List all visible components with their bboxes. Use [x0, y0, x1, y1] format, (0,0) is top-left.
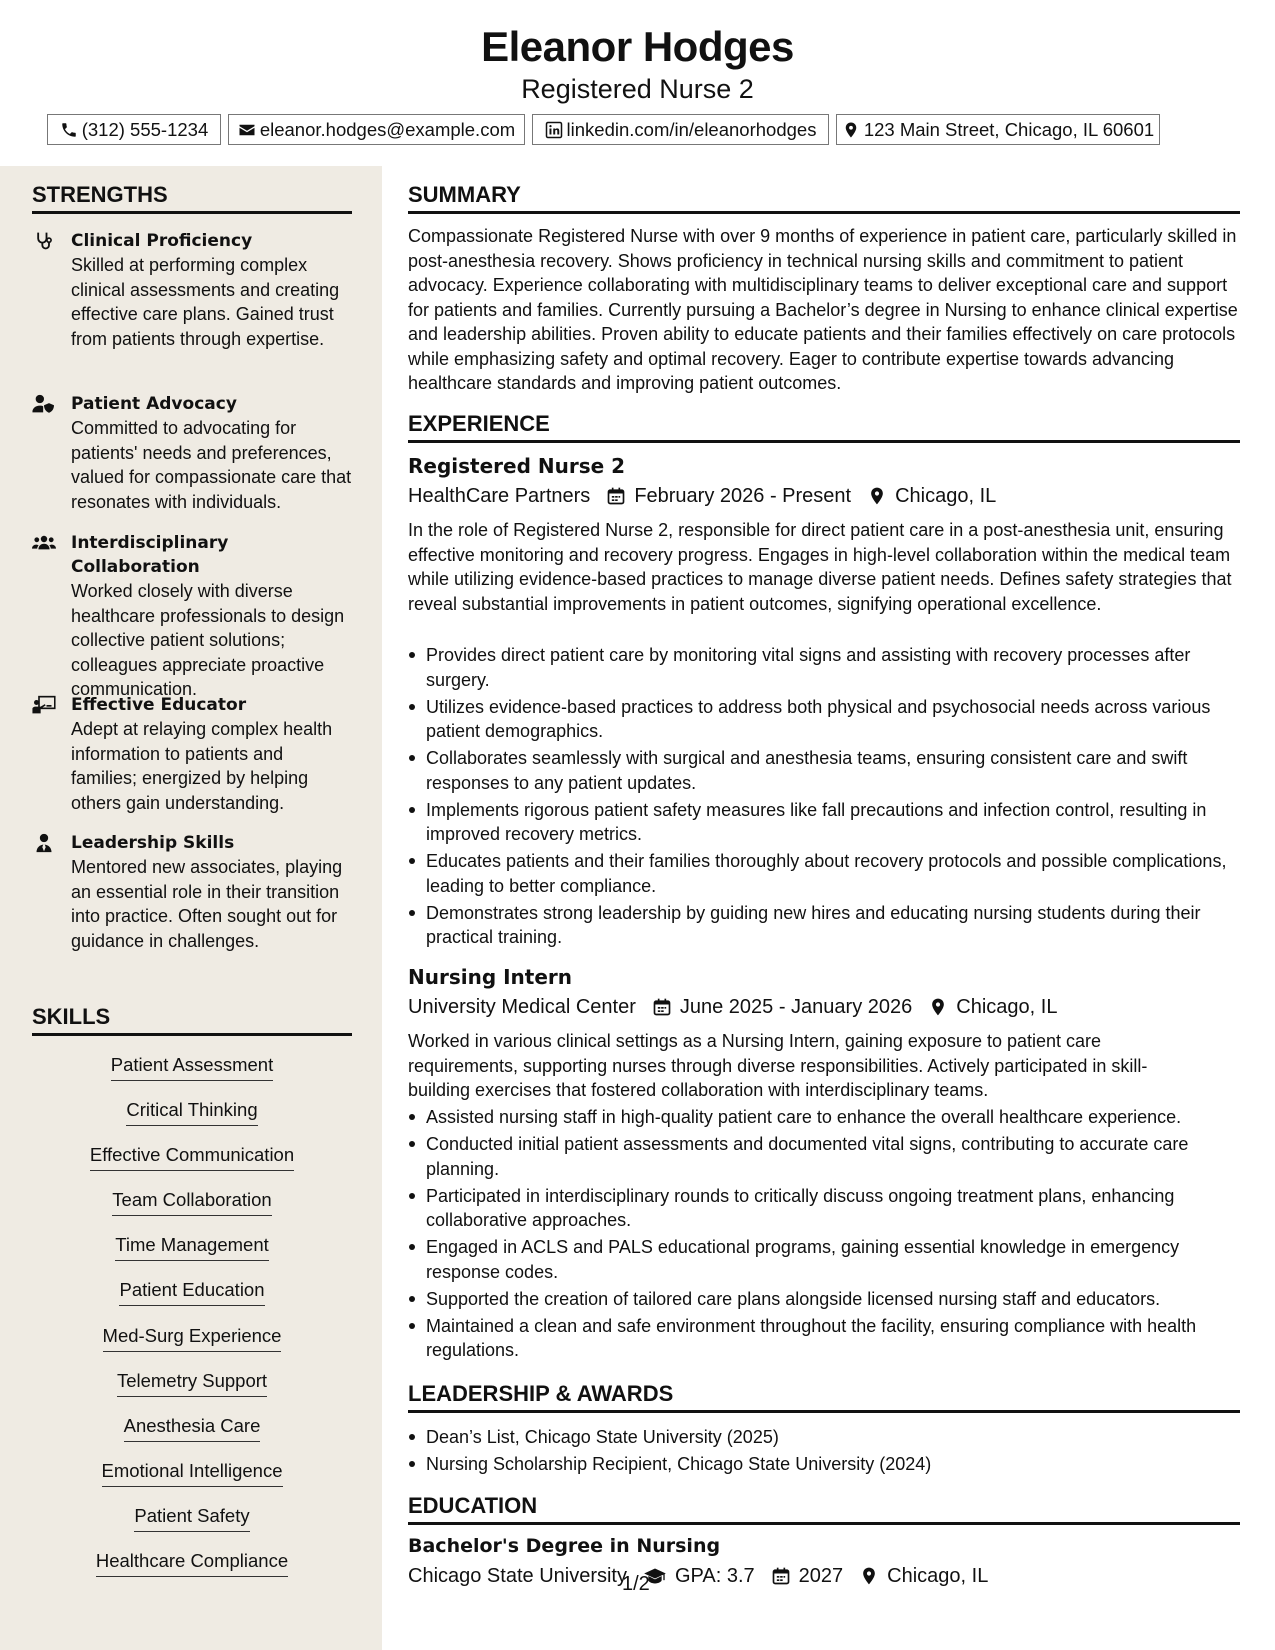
strength-item: [32, 229, 352, 351]
strength-desc: Adept at relaying complex health information to patients and families; energized by helping others gain understanding.: [71, 719, 333, 813]
skill-tag: Healthcare Compliance: [32, 1549, 352, 1577]
job-title: Nursing Intern: [408, 965, 573, 989]
candidate-role: Registered Nurse 2: [521, 74, 754, 104]
degree-title: Bachelor's Degree in Nursing: [408, 1535, 721, 1557]
candidate-name: Eleanor Hodges: [481, 23, 794, 70]
summary-text: Compassionate Registered Nurse with over 9 months of experience in patient care, particularly skilled in post-anesthesia recovery. Shows proficiency in technical nursing skills and commitment to patient advocacy. Experience collaborating with multidisciplinary teams to deliver exceptional care and support for patients and families. Currently pursuing a Bachelor’s degree in Nursing to enhance clinical expertise and leadership abilities. Proven ability to educate patients and their families effectively on care protocols while emphasizing safety and optimal recovery. Eager to contribute expertise towards advancing healthcare standards and improving patient outcomes.: [408, 226, 1238, 393]
resume-header: [0, 0, 1275, 166]
strength-desc: Worked closely with diverse healthcare professionals to design collective patient solutions; colleagues appreciate proactive communication.: [71, 581, 345, 699]
job-dates: February 2026 - Present: [634, 485, 852, 507]
graduation-year: 2027: [798, 1565, 844, 1587]
contact-linkedin[interactable]: [532, 114, 829, 145]
contact-address-text: 123 Main Street, Chicago, IL 60601: [863, 118, 1155, 140]
strengths-heading: STRENGTHS: [32, 182, 352, 214]
job-dates: June 2025 - January 2026: [679, 996, 913, 1018]
page-number: 1/2: [622, 1573, 650, 1595]
list-item: Provides direct patient care by monitoring vital signs and assisting with recovery processes after surgery.: [408, 643, 1240, 692]
skill-tag: Critical Thinking: [32, 1098, 352, 1126]
phone-icon: [60, 121, 78, 139]
stethoscope-icon: [32, 231, 56, 251]
map-pin-icon: [928, 997, 948, 1017]
list-item: Demonstrates strong leadership by guiding new hires and educating nursing students during their practical training.: [408, 901, 1240, 950]
education-location: Chicago, IL: [887, 1565, 989, 1587]
job-meta: [408, 483, 996, 509]
summary-heading: SUMMARY: [408, 182, 1240, 214]
strength-item: [32, 531, 352, 702]
users-icon: [32, 533, 56, 553]
list-item: Engaged in ACLS and PALS educational programs, gaining essential knowledge in emergency response codes.: [408, 1235, 1240, 1284]
strength-item: [32, 693, 352, 815]
calendar-icon: [652, 997, 672, 1017]
skill-tag: Med-Surg Experience: [32, 1324, 352, 1352]
skill-tag: Effective Communication: [32, 1143, 352, 1171]
job-description: Worked in various clinical settings as a Nursing Intern, gaining exposure to patient care requirements, supporting nurses through diverse responsibilities. Actively participated in skill-building exercises that fostered collaboration with interdisciplinary teams.: [408, 1031, 1148, 1100]
map-pin-icon: [842, 121, 860, 139]
list-item: Supported the creation of tailored care plans alongside licensed nursing staff and educators.: [408, 1287, 1240, 1312]
strength-item: [32, 392, 352, 514]
job-bullets: [408, 1105, 1240, 1365]
skill-tag: Time Management: [32, 1233, 352, 1261]
job-bullets: [408, 643, 1240, 952]
chalkboard-teacher-icon: [32, 695, 56, 715]
strength-title: Patient Advocacy: [71, 394, 237, 414]
school-name: Chicago State University: [408, 1565, 627, 1587]
user-shield-icon: [32, 394, 56, 414]
skill-tag: Anesthesia Care: [32, 1414, 352, 1442]
user-tie-icon: [32, 833, 56, 853]
education-heading: EDUCATION: [408, 1493, 1240, 1525]
job-company: HealthCare Partners: [408, 485, 591, 507]
linkedin-icon: [545, 121, 563, 139]
strength-title: Interdisciplinary Collaboration: [71, 533, 229, 577]
strength-desc: Skilled at performing complex clinical assessments and creating effective care plans. Gained trust from patients through expertise.: [71, 255, 340, 349]
skill-tag: Patient Assessment: [32, 1053, 352, 1081]
contact-linkedin-text: linkedin.com/in/eleanorhodges: [566, 118, 817, 140]
strength-title: Effective Educator: [71, 695, 247, 715]
calendar-icon: [606, 486, 626, 506]
job-location: Chicago, IL: [895, 485, 997, 507]
contact-bar: [0, 114, 1275, 145]
skill-tag: Emotional Intelligence: [32, 1459, 352, 1487]
main-content: [408, 166, 1240, 1650]
skills-heading: SKILLS: [32, 1004, 352, 1036]
contact-phone-text: (312) 555-1234: [81, 118, 209, 140]
list-item: Utilizes evidence-based practices to address both physical and psychosocial needs across various patient demographics.: [408, 695, 1240, 744]
list-item: Educates patients and their families thoroughly about recovery protocols and possible complications, leading to better compliance.: [408, 849, 1240, 898]
skill-tag: Team Collaboration: [32, 1188, 352, 1216]
contact-email[interactable]: [228, 114, 525, 145]
experience-heading: EXPERIENCE: [408, 411, 1240, 443]
awards-list: [408, 1425, 1240, 1479]
contact-email-text: eleanor.hodges@example.com: [259, 118, 516, 140]
map-pin-icon: [859, 1566, 879, 1586]
contact-phone[interactable]: [47, 114, 221, 145]
job-location: Chicago, IL: [956, 996, 1058, 1018]
envelope-icon: [238, 121, 256, 139]
strength-title: Clinical Proficiency: [71, 231, 253, 251]
list-item: Maintained a clean and safe environment throughout the facility, ensuring compliance with health regulations.: [408, 1314, 1240, 1363]
skill-tag: Patient Education: [32, 1278, 352, 1306]
skill-tag: Telemetry Support: [32, 1369, 352, 1397]
strength-title: Leadership Skills: [71, 833, 235, 853]
job-company: University Medical Center: [408, 996, 636, 1018]
list-item: Participated in interdisciplinary rounds to critically discuss ongoing treatment plans, enhancing collaborative approaches.: [408, 1184, 1240, 1233]
list-item: Collaborates seamlessly with surgical and anesthesia teams, ensuring consistent care and swift responses to any patient updates.: [408, 746, 1240, 795]
sidebar: [0, 166, 382, 1650]
strength-desc: Committed to advocating for patients' needs and preferences, valued for compassionate care that resonates with individuals.: [71, 418, 352, 512]
list-item: Nursing Scholarship Recipient, Chicago State University (2024): [408, 1452, 1240, 1477]
list-item: Assisted nursing staff in high-quality patient care to enhance the overall healthcare experience.: [408, 1105, 1240, 1130]
education-meta: [408, 1563, 988, 1589]
list-item: Conducted initial patient assessments and documented vital signs, contributing to accurate care planning.: [408, 1132, 1240, 1181]
skill-tag: Patient Safety: [32, 1504, 352, 1532]
contact-address[interactable]: [836, 114, 1160, 145]
calendar-icon: [771, 1566, 791, 1586]
job-description: In the role of Registered Nurse 2, responsible for direct patient care in a post-anesthesia unit, ensuring effective monitoring and recovery progress. Engages in high-level collaboration within the medical team while utilizing evidence-based practices to manage diverse patient needs. Defines safety strategies that reveal substantial improvements in patient outcomes, signifying operational excellence.: [408, 520, 1232, 614]
strength-item: [32, 831, 352, 953]
job-title: Registered Nurse 2: [408, 454, 626, 478]
list-item: Implements rigorous patient safety measures like fall precautions and infection control, resulting in improved recovery metrics.: [408, 798, 1240, 847]
strength-desc: Mentored new associates, playing an essential role in their transition into practice. Often sought out for guidance in challenges.: [71, 857, 343, 951]
gpa: GPA: 3.7: [674, 1565, 755, 1587]
job-meta: [408, 994, 1057, 1020]
map-pin-icon: [867, 486, 887, 506]
list-item: Dean’s List, Chicago State University (2025): [408, 1425, 1240, 1450]
awards-heading: LEADERSHIP & AWARDS: [408, 1381, 1240, 1413]
